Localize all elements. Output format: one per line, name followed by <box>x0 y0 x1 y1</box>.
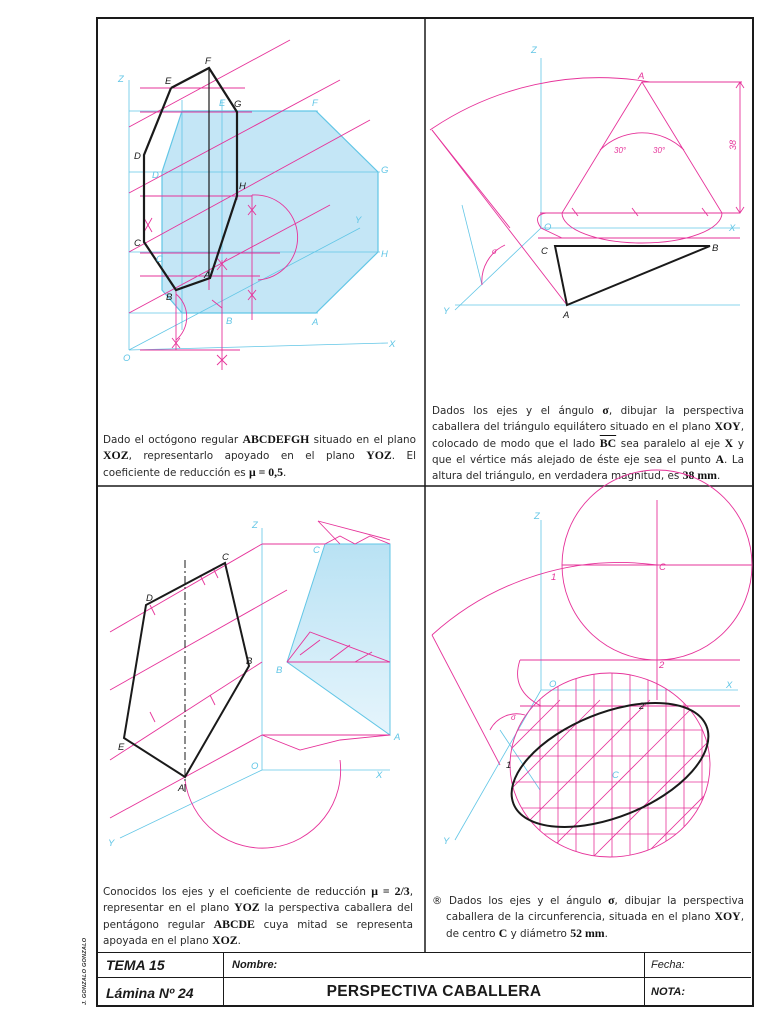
true-vertex-f: F <box>312 98 318 109</box>
sigma-label: σ <box>492 247 497 256</box>
true-vertex-a: A <box>394 732 401 743</box>
true-vertex-h: H <box>381 249 388 260</box>
sheet-title: PERSPECTIVA CABALLERA <box>326 983 542 1000</box>
vertex-b-label: B <box>166 292 173 303</box>
axis-z-label: Z <box>118 74 124 85</box>
vertex-f-label: F <box>205 56 211 67</box>
vertex-e-label: E <box>165 76 172 87</box>
circle-description: ® Dados los ejes y el ángulo σ, dibujar la perspectiva caballera de la circunferencia, situada en el plano XOY, de centro C y diámetro 52 mm. <box>432 893 745 940</box>
title-block <box>97 952 753 1006</box>
sigma-label: σ <box>511 713 516 722</box>
title-row-1 <box>97 952 751 977</box>
fecha-label: Fecha: <box>651 959 685 971</box>
true-vertex-b: B <box>276 665 283 676</box>
title-row-2 <box>97 977 751 1006</box>
axis-z-label: Z <box>534 511 540 522</box>
center-c-perspective: C <box>612 770 619 781</box>
true-vertex-c: C <box>156 254 163 265</box>
vertex-c-label: C <box>541 246 548 257</box>
nombre-label: Nombre: <box>232 959 278 971</box>
pentagon-description: Conocidos los ejes y el coeficiente de reducción μ = 2/3, representar en el plano YOZ la perspectiva caballera del pentágono regular ABCDE cuya mitad se representa apoyada en el plano XOZ. <box>103 884 413 947</box>
angle-30-left: 30° <box>614 146 627 155</box>
axis-z-label: Z <box>531 45 537 56</box>
title-cell <box>224 978 645 1006</box>
vertex-a-label: A <box>204 270 211 281</box>
vertex-h-label: H <box>239 181 246 192</box>
axis-x-label: X <box>726 680 733 691</box>
lamina-label: Lámina Nº 24 <box>106 985 194 1001</box>
vertex-d-label: D <box>146 593 153 604</box>
true-vertex-a: A <box>638 71 645 82</box>
height-dimension: 38 <box>728 139 738 150</box>
origin-label: O <box>544 222 552 233</box>
true-vertex-g: G <box>381 165 389 176</box>
origin-label: O <box>123 353 131 364</box>
origin-label: O <box>549 679 557 690</box>
vertex-c-label: C <box>134 238 141 249</box>
vertex-a-label: A <box>563 310 570 321</box>
vertex-d-label: D <box>134 151 141 162</box>
vertex-c-label: C <box>222 552 229 563</box>
triangle-description: Dados los ejes y el ángulo σ, dibujar la perspectiva caballera del triángulo equilátero situado en el plano XOY, colocado de modo que el lado $\overline{BC}$ sea paralelo al eje X y que el vértice más alejado de éste eje sea el punto A. La altura del triángulo, en verdadera magnitud, es 38 mm. <box>432 403 745 483</box>
origin-label: O <box>251 761 259 772</box>
fecha-cell[interactable] <box>645 953 751 977</box>
center-c-label: C <box>659 562 666 573</box>
point-2-perspective: 2 <box>639 701 645 712</box>
axis-z-label: Z <box>252 520 258 531</box>
point-2-label: 2 <box>659 660 665 671</box>
axis-x-label: X <box>376 770 383 781</box>
tema-label: TEMA 15 <box>106 957 165 973</box>
axis-y-label: Y <box>355 215 362 226</box>
nombre-cell[interactable] <box>224 953 645 977</box>
author-credit: J. GONZALO GONZALO <box>82 937 88 1005</box>
circle-axes <box>455 520 738 840</box>
true-vertex-a: A <box>312 317 319 328</box>
nota-cell[interactable] <box>645 978 751 1006</box>
axis-y-label: Y <box>443 306 450 317</box>
vertex-e-label: E <box>118 742 125 753</box>
circle-perspective <box>494 678 726 852</box>
lamina-cell <box>97 978 224 1006</box>
vertex-g-label: G <box>234 99 242 110</box>
angle-30-right: 30° <box>653 146 666 155</box>
point-1-label: 1 <box>551 572 557 583</box>
axis-y-label: Y <box>443 836 450 847</box>
vertex-b-label: B <box>712 243 719 254</box>
octagon-description: Dado el octógono regular ABCDEFGH situado en el plano XOZ, representarlo apoyado en el plano YOZ. El coeficiente de reducción es μ = 0,5. <box>103 432 417 479</box>
nota-label: NOTA: <box>651 986 686 998</box>
true-vertex-d: D <box>152 170 159 181</box>
circle-construction <box>432 470 752 870</box>
axis-x-label: X <box>729 223 736 234</box>
axis-x-label: X <box>389 339 396 350</box>
axis-y-label: Y <box>108 838 115 849</box>
circle-axis-labels <box>443 511 733 847</box>
true-vertex-e: E <box>219 98 226 109</box>
vertex-b-label: B <box>246 656 253 667</box>
tema-cell <box>97 953 224 977</box>
point-1-perspective: 1 <box>506 760 512 771</box>
vertex-a-label: A <box>178 783 185 794</box>
circle-magenta-labels <box>511 562 666 722</box>
true-vertex-c: C <box>313 545 320 556</box>
true-vertex-b: B <box>226 316 233 327</box>
